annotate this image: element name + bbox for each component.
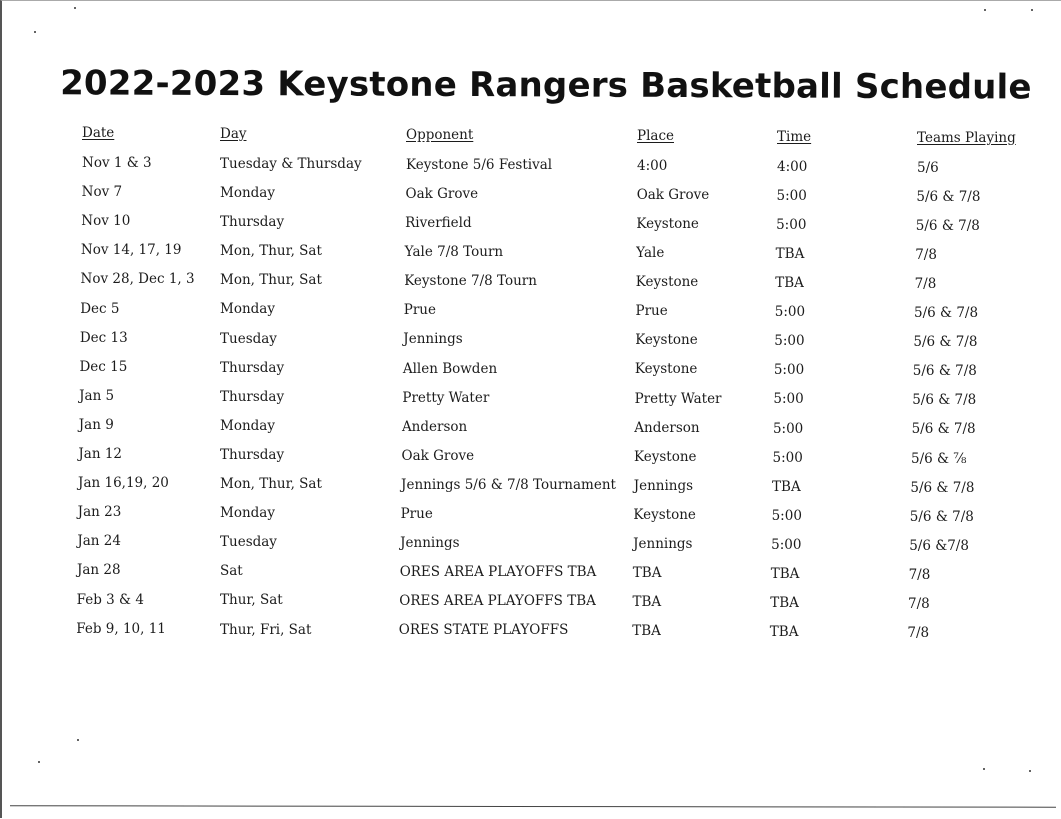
cell-date: Feb 3 & 4 bbox=[76, 591, 144, 608]
cell-opponent: ORES AREA PLAYOFFS TBA bbox=[399, 564, 597, 581]
cell-teams-playing: 5/6 & 7/8 bbox=[913, 334, 978, 351]
cell-opponent: Oak Grove bbox=[405, 185, 479, 202]
cell-opponent: Allen Bowden bbox=[402, 360, 498, 377]
cell-day: Thursday bbox=[220, 214, 285, 231]
cell-teams-playing: 7/8 bbox=[915, 246, 937, 263]
cell-date: Dec 15 bbox=[79, 358, 128, 375]
cell-place: Keystone bbox=[635, 332, 698, 349]
cell-time: 5:00 bbox=[776, 187, 807, 204]
cell-place: Keystone bbox=[635, 274, 699, 291]
scan-speck bbox=[34, 31, 36, 33]
cell-place: Yale bbox=[636, 245, 665, 261]
cell-place: TBA bbox=[632, 594, 662, 611]
cell-time: 5:00 bbox=[776, 216, 807, 233]
cell-day: Thur, Fri, Sat bbox=[220, 621, 312, 638]
cell-day: Thur, Sat bbox=[220, 592, 283, 609]
cell-date: Jan 28 bbox=[76, 562, 121, 579]
cell-date: Dec 13 bbox=[79, 329, 128, 346]
cell-opponent: Jennings bbox=[403, 331, 463, 348]
column-header-opponent: Opponent bbox=[406, 126, 474, 143]
cell-day: Monday bbox=[220, 417, 275, 434]
cell-time: TBA bbox=[770, 595, 799, 612]
cell-place: Jennings bbox=[633, 536, 693, 552]
scan-speck bbox=[1029, 770, 1031, 772]
cell-time: 5:00 bbox=[772, 420, 804, 437]
column-header-date: Date bbox=[82, 125, 115, 141]
cell-opponent: Prue bbox=[400, 506, 433, 522]
cell-opponent: ORES AREA PLAYOFFS TBA bbox=[399, 593, 596, 610]
cell-day: Tuesday & Thursday bbox=[220, 155, 362, 172]
cell-teams-playing: 5/6 & ⅞ bbox=[911, 450, 967, 467]
cell-time: 5:00 bbox=[771, 507, 802, 524]
cell-time: 5:00 bbox=[772, 449, 803, 466]
cell-teams-playing: 7/8 bbox=[914, 275, 937, 292]
cell-place: Pretty Water bbox=[634, 390, 722, 407]
cell-day: Sat bbox=[220, 563, 243, 580]
cell-time: TBA bbox=[772, 478, 801, 495]
cell-day: Mon, Thur, Sat bbox=[220, 272, 322, 289]
cell-date: Nov 7 bbox=[81, 184, 123, 201]
cell-date: Dec 5 bbox=[80, 300, 120, 317]
cell-opponent: Keystone 7/8 Tourn bbox=[404, 273, 537, 290]
cell-teams-playing: 5/6 & 7/8 bbox=[910, 479, 975, 496]
cell-place: Anderson bbox=[634, 419, 700, 436]
scan-speck bbox=[984, 9, 986, 11]
cell-opponent: Jennings 5/6 & 7/8 Tournament bbox=[401, 476, 616, 493]
cell-date: Jan 5 bbox=[79, 387, 115, 404]
cell-place: Keystone bbox=[633, 506, 696, 523]
scan-speck bbox=[1031, 9, 1033, 11]
cell-date: Jan 12 bbox=[78, 446, 123, 462]
cell-place: TBA bbox=[632, 623, 661, 640]
cell-place: Keystone bbox=[634, 448, 697, 465]
cell-day: Tuesday bbox=[220, 534, 277, 551]
cell-time: 5:00 bbox=[774, 304, 806, 321]
cell-date: Jan 23 bbox=[77, 504, 122, 521]
cell-place: Prue bbox=[635, 303, 668, 320]
cell-teams-playing: 7/8 bbox=[908, 566, 931, 583]
cell-teams-playing: 7/8 bbox=[908, 596, 930, 612]
cell-place: Jennings bbox=[633, 477, 694, 494]
cell-time: 5:00 bbox=[773, 362, 805, 379]
column-header-time: Time bbox=[777, 128, 812, 145]
cell-time: TBA bbox=[775, 245, 805, 262]
cell-teams-playing: 5/6 & 7/8 bbox=[911, 421, 976, 438]
cell-teams-playing: 5/6 &7/8 bbox=[909, 537, 969, 554]
cell-opponent: Anderson bbox=[401, 418, 468, 435]
cell-time: TBA bbox=[775, 275, 804, 291]
scan-speck bbox=[38, 761, 40, 763]
cell-opponent: Riverfield bbox=[405, 215, 472, 231]
cell-place: Oak Grove bbox=[636, 186, 710, 203]
cell-teams-playing: 5/6 & 7/8 bbox=[916, 188, 981, 205]
scan-speck bbox=[77, 739, 79, 741]
cell-teams-playing: 5/6 & 7/8 bbox=[909, 508, 974, 525]
scan-speck bbox=[983, 768, 985, 770]
cell-day: Thursday bbox=[220, 446, 285, 463]
cell-opponent: Jennings bbox=[400, 535, 460, 552]
scan-speck bbox=[74, 7, 76, 9]
cell-date: Jan 24 bbox=[77, 533, 121, 550]
column-header-day: Day bbox=[220, 125, 247, 142]
cell-place: Keystone bbox=[634, 361, 698, 378]
cell-date: Nov 28, Dec 1, 3 bbox=[80, 271, 195, 288]
cell-teams-playing: 5/6 & 7/8 bbox=[915, 217, 980, 234]
cell-time: 5:00 bbox=[771, 536, 802, 553]
cell-day: Thursday bbox=[220, 359, 285, 376]
cell-time: 4:00 bbox=[777, 158, 808, 175]
cell-time: 5:00 bbox=[773, 391, 804, 408]
schedule-title: 2022-2023 Keystone Rangers Basketball Schedule bbox=[60, 63, 1032, 108]
cell-teams-playing: 5/6 & 7/8 bbox=[914, 305, 979, 321]
cell-time: 5:00 bbox=[774, 333, 805, 350]
cell-date: Jan 9 bbox=[78, 416, 114, 433]
cell-date: Nov 1 & 3 bbox=[82, 155, 152, 171]
cell-opponent: Yale 7/8 Tourn bbox=[404, 244, 504, 261]
cell-opponent: Prue bbox=[403, 302, 436, 319]
cell-place: 4:00 bbox=[637, 157, 668, 174]
cell-teams-playing: 5/6 bbox=[917, 159, 939, 176]
column-header-place: Place bbox=[637, 127, 674, 144]
cell-opponent: Pretty Water bbox=[402, 389, 490, 406]
cell-time: TBA bbox=[769, 624, 799, 641]
cell-day: Monday bbox=[220, 301, 275, 318]
cell-day: Tuesday bbox=[220, 330, 277, 347]
column-header-teams-playing: Teams Playing bbox=[917, 129, 1016, 146]
cell-opponent: ORES STATE PLAYOFFS bbox=[398, 622, 569, 639]
cell-teams-playing: 7/8 bbox=[907, 625, 930, 642]
cell-day: Mon, Thur, Sat bbox=[220, 243, 322, 260]
cell-day: Mon, Thur, Sat bbox=[220, 476, 322, 492]
cell-teams-playing: 5/6 & 7/8 bbox=[912, 392, 977, 409]
cell-date: Nov 14, 17, 19 bbox=[80, 242, 182, 259]
cell-opponent: Oak Grove bbox=[401, 447, 475, 464]
cell-date: Nov 10 bbox=[81, 213, 131, 230]
cell-place: Keystone bbox=[636, 215, 699, 232]
cell-teams-playing: 5/6 & 7/8 bbox=[912, 363, 977, 380]
cell-date: Feb 9, 10, 11 bbox=[76, 620, 166, 637]
cell-day: Monday bbox=[220, 505, 275, 522]
cell-date: Jan 16,19, 20 bbox=[78, 475, 169, 492]
cell-day: Thursday bbox=[220, 388, 285, 405]
cell-opponent: Keystone 5/6 Festival bbox=[406, 156, 553, 173]
cell-day: Monday bbox=[220, 185, 275, 201]
schedule-table bbox=[2, 1, 1061, 819]
cell-time: TBA bbox=[770, 566, 800, 582]
cell-place: TBA bbox=[632, 565, 662, 582]
